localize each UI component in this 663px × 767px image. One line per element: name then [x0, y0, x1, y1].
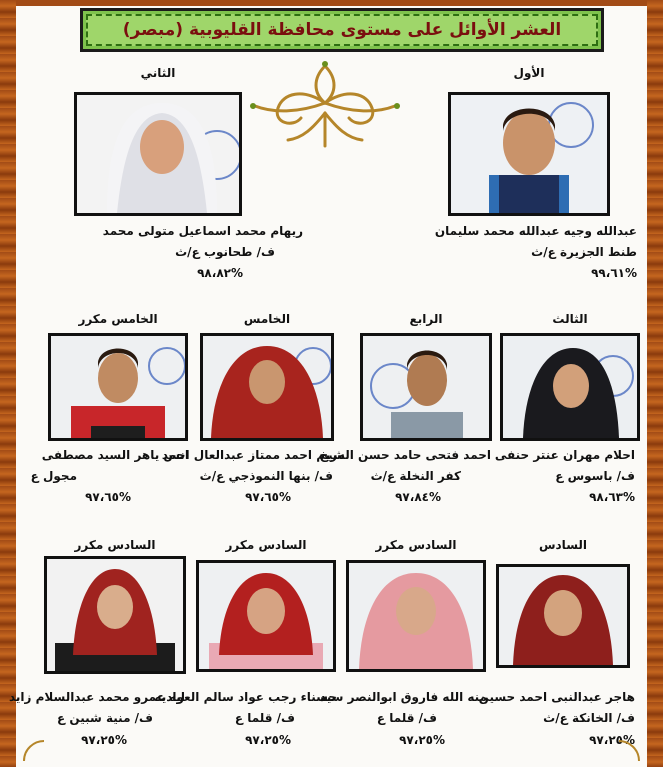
top-border	[0, 0, 663, 6]
student-school-2: ف/ طحانوب ع/ث	[175, 245, 275, 259]
student-photo-3	[500, 333, 640, 441]
student-photo-9	[196, 560, 336, 672]
ornament-icon	[243, 58, 408, 153]
student-rank-10: السادس مكرر	[74, 538, 156, 552]
student-rank-8: السادس مكرر	[375, 538, 457, 552]
page-title: العشر الأوائل على مستوى محافظة القليوبية (مبصر)	[122, 20, 562, 40]
student-name-2: ريهام محمد اسماعيل متولى محمد	[102, 224, 303, 238]
student-school-7: ف/ الخانكة ع/ث	[543, 711, 635, 725]
student-rank-9: السادس مكرر	[225, 538, 307, 552]
student-photo-2	[74, 92, 242, 216]
student-score-1: %٩٩،٦١	[591, 266, 637, 280]
student-photo-8	[346, 560, 486, 672]
student-photo-6	[48, 333, 188, 441]
student-rank-5: الخامس	[243, 312, 291, 326]
student-photo-10	[44, 556, 186, 674]
student-score-5: %٩٧،٦٥	[245, 490, 291, 504]
student-rank-1: الأول	[513, 66, 545, 80]
student-name-1: عبدالله وجيه عبدالله محمد سليمان	[434, 224, 637, 238]
student-score-3: %٩٨،٦٣	[589, 490, 635, 504]
student-rank-4: الرابع	[409, 312, 443, 326]
student-rank-2: الثاني	[140, 66, 176, 80]
student-school-1: طنط الجزيرة ع/ث	[531, 245, 637, 259]
student-rank-7: السادس	[538, 538, 588, 552]
student-name-9: حسناء رجب عواد سالم العواديه	[154, 690, 337, 704]
student-rank-6: الخامس مكرر	[78, 312, 158, 326]
student-school-5: ف/ بنها النموذجي ع/ث	[199, 469, 333, 483]
student-score-2: %٩٨،٨٢	[197, 266, 243, 280]
student-score-4: %٩٧،٨٤	[395, 490, 441, 504]
corner-ornament-left-icon	[20, 737, 46, 763]
student-photo-4	[360, 333, 492, 441]
student-score-8: %٩٧،٢٥	[399, 733, 445, 747]
student-rank-3: الثالث	[552, 312, 588, 326]
student-name-4: احمد فتحى حامد حسن الشيخ	[319, 448, 491, 462]
student-school-4: كفر النخلة ع/ث	[370, 469, 461, 483]
student-name-10: ايه عمرو محمد عبدالسلام زايد	[8, 690, 185, 704]
student-score-6: %٩٧،٦٥	[85, 490, 131, 504]
left-decorative-border	[0, 0, 16, 767]
student-name-6: انس ياهر السيد مصطفى	[41, 448, 189, 462]
student-school-6: مجول ع	[30, 469, 77, 483]
student-score-9: %٩٧،٢٥	[245, 733, 291, 747]
student-school-10: ف/ منية شبين ع	[57, 711, 153, 725]
student-name-8: منه الله فاروق ابوالنصر سيد	[319, 690, 487, 704]
student-score-10: %٩٧،٢٥	[81, 733, 127, 747]
student-school-9: ف/ قلما ع	[234, 711, 295, 725]
student-photo-7	[496, 564, 630, 668]
student-photo-1	[448, 92, 610, 216]
student-school-8: ف/ قلما ع	[376, 711, 437, 725]
right-decorative-border	[647, 0, 663, 767]
student-school-3: ف/ باسوس ع	[555, 469, 635, 483]
corner-ornament-right-icon	[617, 737, 643, 763]
title-banner	[80, 8, 604, 52]
student-score-7: %٩٧،٢٥	[589, 733, 635, 747]
student-photo-5	[200, 333, 334, 441]
student-name-5: مريم احمد ممتاز عبدالعال احمد	[161, 448, 345, 462]
student-name-7: هاجر عبدالنبى احمد حسين	[478, 690, 635, 704]
student-name-3: احلام مهران عنتر حنفى	[494, 448, 635, 462]
